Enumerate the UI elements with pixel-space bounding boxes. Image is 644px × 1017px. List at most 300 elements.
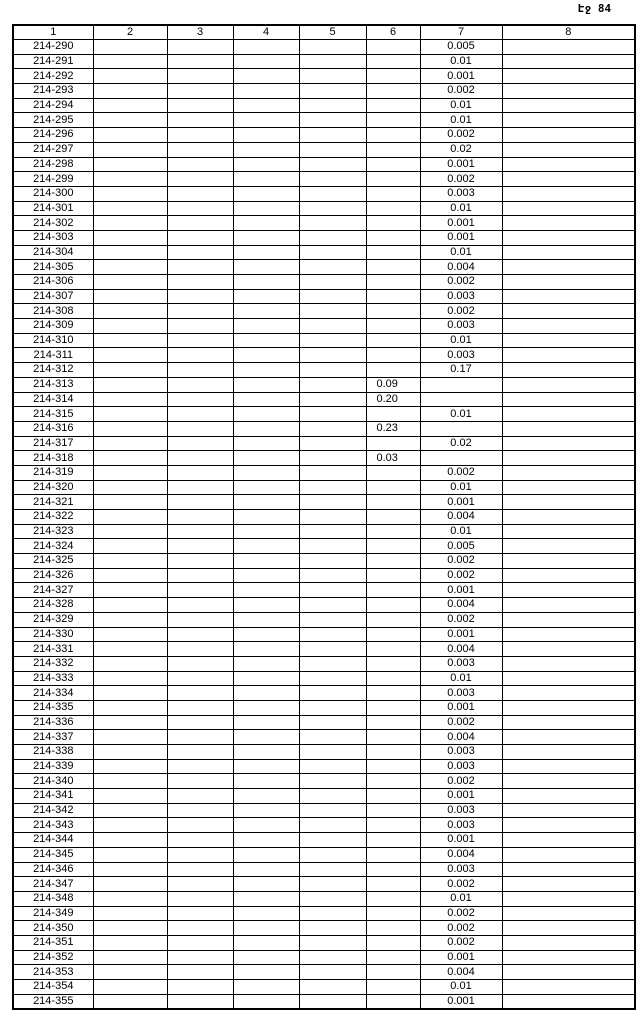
- cell-col-4: [233, 862, 299, 877]
- row-id-cell: 214-340: [13, 774, 93, 789]
- cell-col-3: [167, 539, 233, 554]
- table-row: [13, 142, 635, 157]
- cell-col-5: [299, 539, 366, 554]
- cell-col-4: [233, 128, 299, 143]
- data-table: [12, 24, 636, 1010]
- cell-col-8: [502, 612, 635, 627]
- table-row: [13, 612, 635, 627]
- cell-col-8: [502, 186, 635, 201]
- cell-col-4: [233, 612, 299, 627]
- cell-col-5: [299, 700, 366, 715]
- cell-col-7: 0.005: [420, 539, 502, 554]
- cell-col-3: [167, 84, 233, 99]
- row-id-cell: 214-290: [13, 40, 93, 55]
- cell-col-2: [93, 862, 167, 877]
- cell-col-6: [366, 700, 420, 715]
- cell-col-6: [366, 54, 420, 69]
- cell-col-6: [366, 877, 420, 892]
- row-id-cell: 214-314: [13, 392, 93, 407]
- cell-col-5: [299, 216, 366, 231]
- cell-col-5: [299, 377, 366, 392]
- cell-col-2: [93, 730, 167, 745]
- cell-col-3: [167, 950, 233, 965]
- cell-col-4: [233, 803, 299, 818]
- cell-col-8: [502, 965, 635, 980]
- cell-col-6: [366, 642, 420, 657]
- cell-col-6: [366, 715, 420, 730]
- cell-col-5: [299, 407, 366, 422]
- cell-col-4: [233, 436, 299, 451]
- table-row: [13, 407, 635, 422]
- cell-col-3: [167, 730, 233, 745]
- cell-col-7: 0.01: [420, 671, 502, 686]
- cell-col-3: [167, 921, 233, 936]
- cell-col-7: [420, 377, 502, 392]
- cell-col-7: 0.003: [420, 656, 502, 671]
- cell-col-5: [299, 142, 366, 157]
- cell-col-7: 0.003: [420, 862, 502, 877]
- table-row: [13, 201, 635, 216]
- cell-col-7: 0.003: [420, 186, 502, 201]
- cell-col-6: [366, 847, 420, 862]
- cell-col-2: [93, 759, 167, 774]
- cell-col-2: [93, 818, 167, 833]
- cell-col-6: [366, 407, 420, 422]
- cell-col-5: [299, 642, 366, 657]
- cell-col-5: [299, 84, 366, 99]
- table-row: [13, 495, 635, 510]
- cell-col-7: 0.004: [420, 847, 502, 862]
- cell-col-2: [93, 833, 167, 848]
- table-row: [13, 818, 635, 833]
- cell-col-3: [167, 906, 233, 921]
- cell-col-2: [93, 172, 167, 187]
- row-id-cell: 214-344: [13, 833, 93, 848]
- cell-col-2: [93, 671, 167, 686]
- cell-col-4: [233, 774, 299, 789]
- cell-col-2: [93, 686, 167, 701]
- cell-col-8: [502, 363, 635, 378]
- cell-col-4: [233, 465, 299, 480]
- cell-col-6: [366, 363, 420, 378]
- cell-col-6: [366, 950, 420, 965]
- cell-col-2: [93, 186, 167, 201]
- table-row: [13, 965, 635, 980]
- cell-col-7: 0.02: [420, 436, 502, 451]
- cell-col-5: [299, 363, 366, 378]
- row-id-cell: 214-328: [13, 598, 93, 613]
- row-id-cell: 214-317: [13, 436, 93, 451]
- cell-col-8: [502, 98, 635, 113]
- cell-col-7: 0.01: [420, 54, 502, 69]
- cell-col-5: [299, 451, 366, 466]
- row-id-cell: 214-348: [13, 891, 93, 906]
- cell-col-5: [299, 69, 366, 84]
- cell-col-7: 0.001: [420, 216, 502, 231]
- cell-col-7: 0.002: [420, 935, 502, 950]
- cell-col-5: [299, 583, 366, 598]
- row-id-cell: 214-347: [13, 877, 93, 892]
- cell-col-2: [93, 700, 167, 715]
- table-row: [13, 186, 635, 201]
- cell-col-2: [93, 348, 167, 363]
- cell-col-5: [299, 201, 366, 216]
- cell-col-4: [233, 40, 299, 55]
- cell-col-2: [93, 333, 167, 348]
- table-row: [13, 304, 635, 319]
- cell-col-2: [93, 568, 167, 583]
- cell-col-5: [299, 759, 366, 774]
- cell-col-7: 0.003: [420, 745, 502, 760]
- cell-col-6: [366, 671, 420, 686]
- cell-col-2: [93, 495, 167, 510]
- cell-col-2: [93, 363, 167, 378]
- row-id-cell: 214-320: [13, 480, 93, 495]
- cell-col-5: [299, 186, 366, 201]
- cell-col-3: [167, 891, 233, 906]
- row-id-cell: 214-306: [13, 275, 93, 290]
- cell-col-6: [366, 965, 420, 980]
- cell-col-2: [93, 627, 167, 642]
- cell-col-5: [299, 598, 366, 613]
- cell-col-4: [233, 304, 299, 319]
- cell-col-2: [93, 656, 167, 671]
- cell-col-4: [233, 84, 299, 99]
- cell-col-4: [233, 407, 299, 422]
- cell-col-5: [299, 715, 366, 730]
- cell-col-2: [93, 421, 167, 436]
- cell-col-6: [366, 465, 420, 480]
- cell-col-3: [167, 833, 233, 848]
- cell-col-6: 0.23: [366, 421, 420, 436]
- cell-col-6: [366, 260, 420, 275]
- column-header-2: 2: [93, 25, 167, 40]
- cell-col-7: 0.02: [420, 142, 502, 157]
- cell-col-8: [502, 598, 635, 613]
- table-row: [13, 568, 635, 583]
- row-id-cell: 214-323: [13, 524, 93, 539]
- cell-col-4: [233, 172, 299, 187]
- cell-col-2: [93, 612, 167, 627]
- cell-col-3: [167, 583, 233, 598]
- column-header-5: 5: [299, 25, 366, 40]
- cell-col-3: [167, 877, 233, 892]
- cell-col-8: [502, 54, 635, 69]
- cell-col-7: 0.002: [420, 554, 502, 569]
- cell-col-8: [502, 84, 635, 99]
- cell-col-4: [233, 539, 299, 554]
- cell-col-2: [93, 304, 167, 319]
- cell-col-3: [167, 348, 233, 363]
- cell-col-6: [366, 554, 420, 569]
- cell-col-2: [93, 745, 167, 760]
- cell-col-5: [299, 568, 366, 583]
- cell-col-4: [233, 759, 299, 774]
- cell-col-6: [366, 480, 420, 495]
- cell-col-4: [233, 950, 299, 965]
- cell-col-6: [366, 627, 420, 642]
- cell-col-6: 0.20: [366, 392, 420, 407]
- cell-col-5: [299, 275, 366, 290]
- row-id-cell: 214-311: [13, 348, 93, 363]
- table-row: [13, 319, 635, 334]
- cell-col-8: [502, 554, 635, 569]
- cell-col-8: [502, 921, 635, 936]
- cell-col-6: [366, 348, 420, 363]
- cell-col-6: [366, 524, 420, 539]
- row-id-cell: 214-341: [13, 789, 93, 804]
- cell-col-2: [93, 803, 167, 818]
- cell-col-4: [233, 627, 299, 642]
- cell-col-3: [167, 230, 233, 245]
- cell-col-6: [366, 891, 420, 906]
- cell-col-7: 0.004: [420, 598, 502, 613]
- cell-col-2: [93, 142, 167, 157]
- cell-col-2: [93, 642, 167, 657]
- column-header-8: 8: [502, 25, 635, 40]
- cell-col-8: [502, 568, 635, 583]
- cell-col-5: [299, 230, 366, 245]
- cell-col-8: [502, 113, 635, 128]
- cell-col-8: [502, 686, 635, 701]
- cell-col-2: [93, 877, 167, 892]
- cell-col-2: [93, 260, 167, 275]
- row-id-cell: 214-327: [13, 583, 93, 598]
- cell-col-5: [299, 421, 366, 436]
- row-id-cell: 214-309: [13, 319, 93, 334]
- cell-col-3: [167, 965, 233, 980]
- table-row: [13, 554, 635, 569]
- cell-col-8: [502, 333, 635, 348]
- cell-col-4: [233, 965, 299, 980]
- cell-col-7: 0.001: [420, 950, 502, 965]
- cell-col-5: [299, 803, 366, 818]
- cell-col-4: [233, 598, 299, 613]
- cell-col-3: [167, 686, 233, 701]
- column-header-6: 6: [366, 25, 420, 40]
- cell-col-6: [366, 980, 420, 995]
- cell-col-7: 0.003: [420, 348, 502, 363]
- row-id-cell: 214-326: [13, 568, 93, 583]
- cell-col-2: [93, 994, 167, 1009]
- cell-col-2: [93, 407, 167, 422]
- cell-col-6: [366, 612, 420, 627]
- row-id-cell: 214-337: [13, 730, 93, 745]
- table-row: [13, 730, 635, 745]
- cell-col-3: [167, 421, 233, 436]
- cell-col-4: [233, 510, 299, 525]
- cell-col-5: [299, 935, 366, 950]
- column-header-1: 1: [13, 25, 93, 40]
- cell-col-3: [167, 216, 233, 231]
- cell-col-8: [502, 319, 635, 334]
- cell-col-8: [502, 421, 635, 436]
- cell-col-7: 0.004: [420, 730, 502, 745]
- cell-col-7: 0.002: [420, 715, 502, 730]
- cell-col-2: [93, 510, 167, 525]
- cell-col-2: [93, 480, 167, 495]
- cell-col-8: [502, 994, 635, 1009]
- table-row: [13, 539, 635, 554]
- cell-col-6: [366, 84, 420, 99]
- cell-col-4: [233, 818, 299, 833]
- cell-col-3: [167, 304, 233, 319]
- cell-col-7: 0.002: [420, 84, 502, 99]
- cell-col-7: 0.002: [420, 612, 502, 627]
- cell-col-7: 0.01: [420, 524, 502, 539]
- cell-col-5: [299, 627, 366, 642]
- table-row: [13, 421, 635, 436]
- table-row: [13, 700, 635, 715]
- cell-col-7: [420, 451, 502, 466]
- cell-col-6: [366, 759, 420, 774]
- cell-col-4: [233, 363, 299, 378]
- cell-col-3: [167, 275, 233, 290]
- cell-col-3: [167, 98, 233, 113]
- row-id-cell: 214-316: [13, 421, 93, 436]
- table-row: [13, 348, 635, 363]
- cell-col-4: [233, 495, 299, 510]
- table-row: [13, 113, 635, 128]
- row-id-cell: 214-312: [13, 363, 93, 378]
- table-row: [13, 54, 635, 69]
- table-row: [13, 877, 635, 892]
- cell-col-2: [93, 847, 167, 862]
- cell-col-8: [502, 480, 635, 495]
- cell-col-3: [167, 803, 233, 818]
- table-row: [13, 480, 635, 495]
- table-row: [13, 759, 635, 774]
- cell-col-7: 0.003: [420, 818, 502, 833]
- table-row: [13, 774, 635, 789]
- cell-col-3: [167, 465, 233, 480]
- cell-col-7: 0.002: [420, 465, 502, 480]
- cell-col-6: [366, 98, 420, 113]
- cell-col-8: [502, 495, 635, 510]
- row-id-cell: 214-353: [13, 965, 93, 980]
- cell-col-2: [93, 598, 167, 613]
- cell-col-4: [233, 994, 299, 1009]
- cell-col-5: [299, 495, 366, 510]
- row-id-cell: 214-305: [13, 260, 93, 275]
- cell-col-4: [233, 686, 299, 701]
- cell-col-8: [502, 377, 635, 392]
- row-id-cell: 214-350: [13, 921, 93, 936]
- cell-col-6: [366, 230, 420, 245]
- cell-col-2: [93, 392, 167, 407]
- table-row: [13, 994, 635, 1009]
- cell-col-6: 0.09: [366, 377, 420, 392]
- cell-col-6: [366, 789, 420, 804]
- cell-col-3: [167, 186, 233, 201]
- cell-col-8: [502, 436, 635, 451]
- cell-col-8: [502, 69, 635, 84]
- cell-col-8: [502, 230, 635, 245]
- cell-col-6: [366, 69, 420, 84]
- cell-col-7: 0.001: [420, 69, 502, 84]
- cell-col-2: [93, 230, 167, 245]
- cell-col-4: [233, 216, 299, 231]
- cell-col-2: [93, 935, 167, 950]
- cell-col-7: 0.01: [420, 245, 502, 260]
- cell-col-3: [167, 260, 233, 275]
- row-id-cell: 214-329: [13, 612, 93, 627]
- cell-col-6: [366, 216, 420, 231]
- row-id-cell: 214-296: [13, 128, 93, 143]
- cell-col-4: [233, 275, 299, 290]
- cell-col-2: [93, 891, 167, 906]
- cell-col-7: 0.01: [420, 891, 502, 906]
- cell-col-4: [233, 847, 299, 862]
- row-id-cell: 214-349: [13, 906, 93, 921]
- cell-col-7: 0.003: [420, 686, 502, 701]
- row-id-cell: 214-294: [13, 98, 93, 113]
- cell-col-3: [167, 510, 233, 525]
- table-row: [13, 891, 635, 906]
- cell-col-3: [167, 774, 233, 789]
- cell-col-3: [167, 319, 233, 334]
- cell-col-7: [420, 392, 502, 407]
- cell-col-7: 0.01: [420, 407, 502, 422]
- cell-col-8: [502, 656, 635, 671]
- table-row: [13, 921, 635, 936]
- cell-col-7: 0.01: [420, 333, 502, 348]
- cell-col-8: [502, 950, 635, 965]
- cell-col-4: [233, 524, 299, 539]
- row-id-cell: 214-339: [13, 759, 93, 774]
- cell-col-7: 0.001: [420, 700, 502, 715]
- table-row: [13, 275, 635, 290]
- cell-col-3: [167, 862, 233, 877]
- cell-col-5: [299, 789, 366, 804]
- row-id-cell: 214-333: [13, 671, 93, 686]
- cell-col-8: [502, 642, 635, 657]
- cell-col-2: [93, 98, 167, 113]
- cell-col-3: [167, 113, 233, 128]
- cell-col-3: [167, 480, 233, 495]
- cell-col-8: [502, 510, 635, 525]
- cell-col-3: [167, 745, 233, 760]
- cell-col-6: [366, 304, 420, 319]
- cell-col-6: [366, 113, 420, 128]
- row-id-cell: 214-295: [13, 113, 93, 128]
- table-row: [13, 950, 635, 965]
- cell-col-3: [167, 245, 233, 260]
- cell-col-3: [167, 568, 233, 583]
- table-row: [13, 98, 635, 113]
- cell-col-2: [93, 774, 167, 789]
- cell-col-6: [366, 40, 420, 55]
- row-id-cell: 214-304: [13, 245, 93, 260]
- row-id-cell: 214-301: [13, 201, 93, 216]
- table-row: [13, 803, 635, 818]
- cell-col-8: [502, 465, 635, 480]
- row-id-cell: 214-300: [13, 186, 93, 201]
- table-row: [13, 40, 635, 55]
- row-id-cell: 214-324: [13, 539, 93, 554]
- cell-col-3: [167, 201, 233, 216]
- table-row: [13, 745, 635, 760]
- cell-col-3: [167, 554, 233, 569]
- cell-col-7: [420, 421, 502, 436]
- cell-col-3: [167, 642, 233, 657]
- page-number: Էջ 84: [578, 2, 612, 15]
- cell-col-8: [502, 348, 635, 363]
- cell-col-4: [233, 377, 299, 392]
- cell-col-6: [366, 833, 420, 848]
- cell-col-4: [233, 348, 299, 363]
- cell-col-7: 0.01: [420, 980, 502, 995]
